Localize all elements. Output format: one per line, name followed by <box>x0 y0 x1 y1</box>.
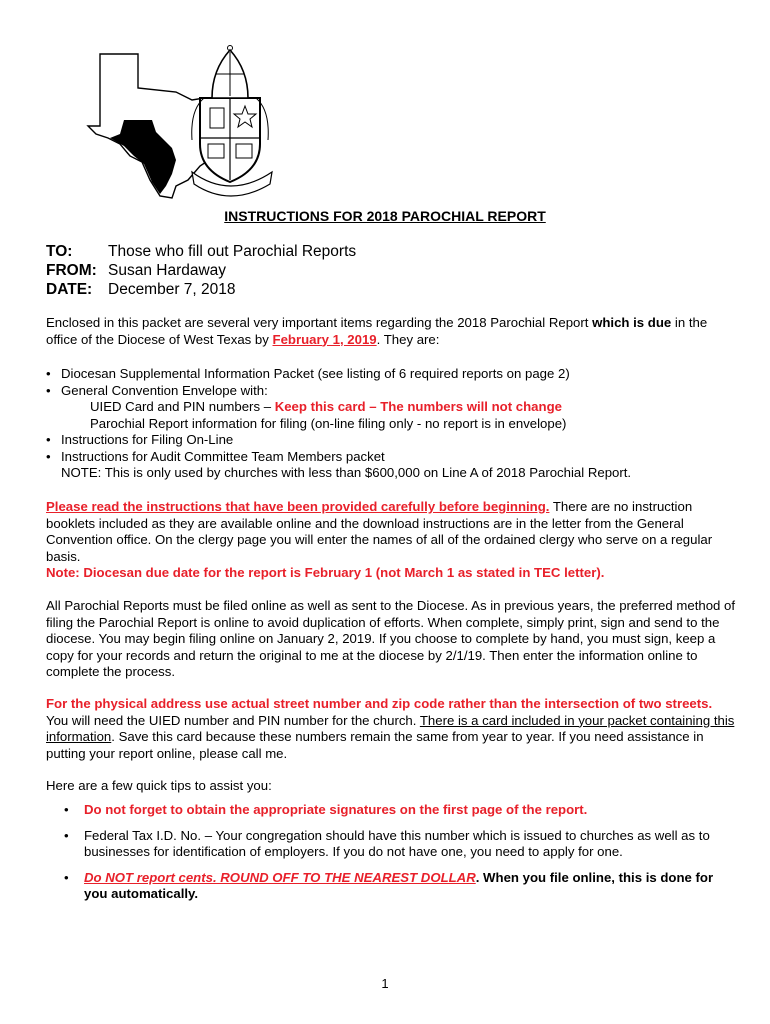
list-item: • Instructions for Filing On-Line <box>0 432 770 449</box>
memo-from-row <box>46 261 356 280</box>
physical-address-warning: For the physical address use actual street number and zip code rather than the intersection of two streets. <box>46 696 713 711</box>
intro-text-2: in the office of the Diocese of West Texas by <box>46 315 708 347</box>
tips-list <box>0 802 740 912</box>
list-subitem: UIED Card and PIN numbers – Keep this card – The numbers will not change <box>90 399 562 414</box>
tips-intro: Here are a few quick tips to assist you: <box>46 778 272 793</box>
tax-id-tip: Federal Tax I.D. No. – Your congregation should have this number which is issued to churches as well as to businesses for identification of employers. If you do not have one, you need to apply for one. <box>84 827 710 859</box>
round-off-tip: Do NOT report cents. ROUND OFF TO THE NEAREST DOLLAR <box>84 869 476 885</box>
memo-date-row <box>46 280 356 299</box>
instructions-paragraph: Please read the instructions that have been provided carefully before beginning. There are no instruction booklets included as they are available online and the download instructions are in the letter from the General Convention office. On the clergy page you will enter the names of all of the ordained clergy who serve on a regular basis. Note: Diocesan due date for the report is February 1 (not March 1 as stated in TEC letter). <box>46 499 713 580</box>
list-subitem: Parochial Report information for filing (on-line filing only - no report is in envelope) <box>90 415 567 431</box>
memo-to-value: Those who fill out Parochial Reports <box>108 243 357 260</box>
intro-due-emphasis: which is due <box>592 315 672 330</box>
memo-date-value: December 7, 2018 <box>108 281 236 298</box>
diocese-seal-logo <box>80 40 300 200</box>
intro-paragraph <box>46 315 736 348</box>
memo-from-label: FROM: <box>46 262 97 279</box>
card-included-note: There is a card included in your packet containing this information <box>46 712 735 744</box>
document-title: INSTRUCTIONS FOR 2018 PAROCHIAL REPORT <box>224 208 546 224</box>
intro-text-3: . They are: <box>376 331 440 347</box>
west-texas-region <box>110 120 176 194</box>
list-item: • General Convention Envelope with: <box>0 383 770 400</box>
filing-paragraph: All Parochial Reports must be filed online as well as sent to the Diocese. As in previous years, the preferred method of filing the Parochial Report is online to avoid duplication of efforts. When complete, simply print, sign and send to the diocese. You may begin filing online on January 2, 2019. If you choose to complete by hand, you must sign, keep a copy for your records and return the original to me at the diocese by 2/1/19. Then enter the information online to complete the process. <box>46 598 736 679</box>
memo-header <box>46 242 356 299</box>
memo-date-label: DATE: <box>46 281 93 298</box>
signature-tip: Do not forget to obtain the appropriate signatures on the first page of the report. <box>84 802 588 817</box>
intro-due-date: February 1, 2019 <box>272 331 377 347</box>
read-instructions-warning: Please read the instructions that have been provided carefully before beginning. <box>46 499 550 514</box>
memo-to-row <box>46 242 356 261</box>
keep-card-warning: Keep this card – The numbers will not change <box>274 399 562 414</box>
list-note: NOTE: This is only used by churches with less than $600,000 on Line A of 2018 Parochial Report. <box>61 465 632 480</box>
memo-to-label: TO: <box>46 243 73 260</box>
address-paragraph: For the physical address use actual street number and zip code rather than the intersection of two streets. You will need the UIED number and PIN number for the church. There is a card included in your packet containing this information. Save this card because these numbers remain the same from year to year. If you need assistance in putting your report online, please call me. <box>46 696 735 761</box>
list-item <box>0 802 740 819</box>
memo-from-value: Susan Hardaway <box>108 262 227 279</box>
list-item: • Do NOT report cents. ROUND OFF TO THE NEAREST DOLLAR. When you file online, this is done for you automatically. <box>0 870 740 903</box>
list-item: • Instructions for Audit Committee Team Members packet <box>0 449 770 466</box>
list-item: • Diocesan Supplemental Information Packet (see listing of 6 required reports on page 2) <box>0 366 770 383</box>
intro-text-1: Enclosed in this packet are several very important items regarding the 2018 Parochial Report <box>46 315 593 330</box>
due-date-note: Note: Diocesan due date for the report is February 1 (not March 1 as stated in TEC letter). <box>46 565 605 580</box>
list-item <box>0 828 740 861</box>
packet-contents-list <box>0 366 770 482</box>
page-number: 1 <box>381 976 389 991</box>
